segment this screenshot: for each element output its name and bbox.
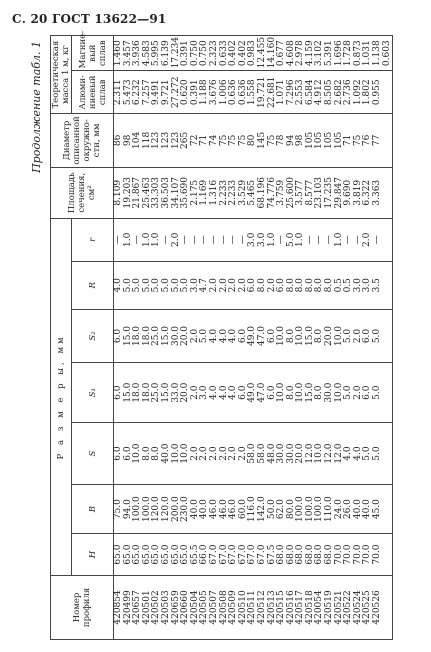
page-header: С. 20 ГОСТ 13622—91 [12,12,167,26]
header-S1: S₁ [72,363,114,423]
header-S2: S₂ [72,309,114,362]
table-continuation-label: Продолжение табл. 1 [30,41,43,173]
column-H: 65.0 65.0 65.0 65.0 65.0 65.0 65.0 65.0 65.5 66.0 67.0 67.0 67.0 67.0 67.0 67.0 67.5 68.0 68.0 68.0 68.0 68.0 68.0 70.0 70.0 70.0 70.0 70.0 [114,534,393,576]
header-aluminum-alloy: Алюми-ниевый сплав [72,71,114,114]
header-S: S [72,423,114,485]
column-r: — 1.0 — 1.0 1.0 — 2.0 — — — — — — — 3.0 3.0 1.0 — 5.0 1.0 — — — 1.0 — — 2.0 — [114,218,393,261]
header-profile: Номер профиля [51,575,114,639]
column-B: 75.0 94.0 100.0 100.0 120.0 120.0 200.0 230.0 40.0 40.0 46.0 46.0 46.0 60.0 116.0 142.0 50.0 62.0 80.0 100.0 100.0 100.0 110.0 24.0 26.0 40.0 40.0 45.0 [114,485,393,534]
header-magnesium-alloy: Магние-вый сплав [72,36,114,71]
header-R: R [72,261,114,309]
column-area: 8.109 19.203 21.867 25.463 33.303 36.503 34.107 35.690 2.175 1.169 1.316 2.233 2.233 3.529 5.465 68.196 74.776 3.759 25.600 3.577 8.577 23.103 17.235 29.847 9.690 3.819 6.322 3.363 [114,167,393,218]
header-area: Площадь сечения, см² [51,167,114,218]
rotated-page [30,30,410,640]
column-profile-number: 420854 420499 420657 420501 420502 420503 420659 420660 420504 420505 420507 420508 420509 420510 420511 420512 420513 420515 420516 420517 420518 420054 420519 420521 420522 420524 420525 420526 [114,575,393,639]
column-S1: 6.0 15.0 18.0 18.0 25.0 15.0 33.0 20.0 2.0 3.0 4.0 4.0 4.0 6.0 49.0 47.0 6.0 10.0 8.0 10.0 15.0 8.0 30.0 10.0 5.0 2.0 6.0 5.0 [114,363,393,423]
header-dimensions: Р а з м е р ы, мм [51,218,72,575]
column-S: 6.0 6.0 10.0 8.0 8.0 40.0 10.0 10.0 2.0 2.0 2.0 2.0 2.0 2.0 58.0 58.0 48.0 30.0 30.0 20.0 12.0 10.0 12.0 12.0 4.0 4.0 5.0 5.0 [114,423,393,485]
column-circumscribed-diameter: 86 98 104 118 123 123 123 265 72 71 74 75 75 75 80 145 75 78 94 98 105 105 105 105 71 75 76 77 [114,114,393,167]
column-R: 4.0 5.0 5.0 5.0 5.0 5.0 5.0 5.0 3.0 4.7 2.0 2.0 2.0 2.0 6.0 8.0 2.0 6.0 8.0 8.0 8.0 8.0 8.0 0.5 0.5 3.0 3.0 3.5 [114,261,393,309]
magnesium-values: 1.460 3.457 3.936 4.583 5.995 6.139 17.234 0.391 0.750 0.750 2.323 0.633 0.402 0.402 0.983 12.455 14.160 0.677 4.608 2.978 4.159 3.102 5.391 1.696 1.728 0.873 1.031 1.138 [113,36,383,69]
table-data-row [114,36,393,640]
header-H: H [72,534,114,576]
column-magnesium-mass [114,36,393,71]
header-r: r [72,218,114,261]
magnesium-tail-value: 0.603 [381,40,392,67]
header-B: B [72,485,114,534]
column-aluminum-mass: 2.311 5.473 6.232 7.257 9.491 9.721 27.272 0.620 0.391 1.188 3.676 1.006 0.636 0.636 1.558 19.721 22.681 1.071 7.296 2.553 6.584 4.912 8.505 2.682 2.736 1.092 1.802 0.955 [114,71,393,114]
column-S2: 6.0 15.0 18.0 18.0 25.0 15.0 30.0 20.0 2.0 5.0 4.0 4.0 4.0 6.0 49.0 47.0 6.0 10.0 8.0 10.0 15.0 8.0 20.0 10.0 5.0 2.0 6.0 5.0 [114,309,393,362]
header-theoretical-mass: Теоретическая масса 1 м, кг [51,36,72,114]
header-circumscribed-diameter: Диаметр описанной окружно-сти, мм [51,114,114,167]
profiles-table [50,30,393,640]
